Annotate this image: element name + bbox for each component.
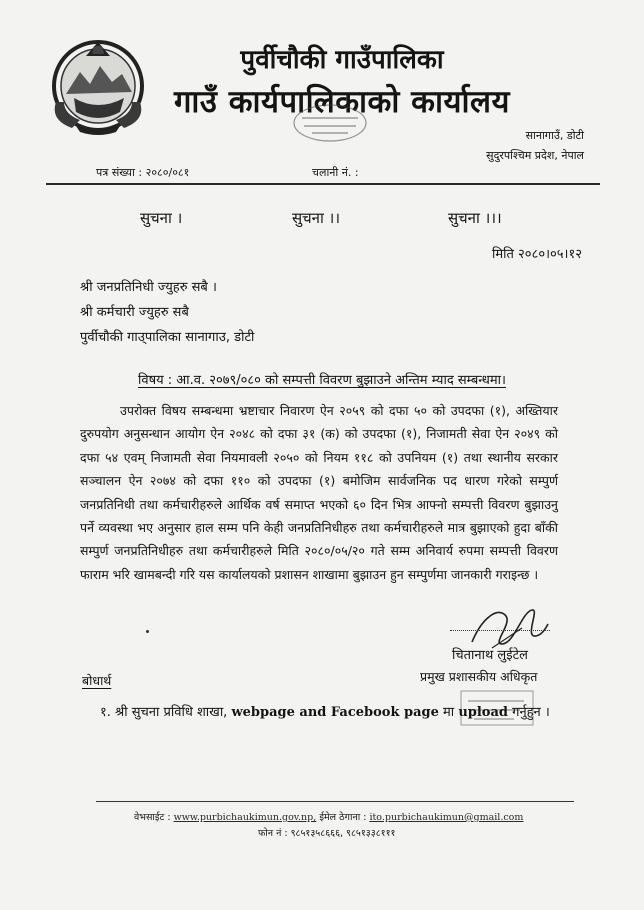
cc-item-prefix: १. श्री सुचना प्रविधि शाखा, <box>100 705 228 720</box>
footer-contact <box>134 810 523 823</box>
reference-number: पत्र संख्या : २०८०/०८१ <box>96 166 190 179</box>
cc-item-suffix: गर्नुहुन । <box>512 705 550 720</box>
email-link[interactable]: ito.purbichaukimun@gmail.com <box>369 812 524 823</box>
addressee-2: श्री कर्मचारी ज्युहरु सबै <box>80 305 189 320</box>
cc-item-bold: webpage and Facebook page <box>231 705 439 720</box>
address-line-1: सानागाउँ, डोटी <box>525 129 584 142</box>
cc-item-mid: मा <box>443 705 455 720</box>
signature-line <box>450 630 550 631</box>
notice-heading-1: सुचना । <box>140 209 183 227</box>
website-label: वेभसाईट : <box>134 812 171 823</box>
letter-date: मिति २०८०।०५।१२ <box>492 247 582 262</box>
addressee-3: पुर्वीचौकी गाउ्पालिका सानागाउ, डोटी <box>80 330 255 345</box>
email-label: ईमेल ठेगाना : <box>319 812 367 823</box>
phone-number: ९८५१३५८६६६, ९८५१३३८१११ <box>290 828 396 839</box>
addressee-1: श्री जनप्रतिनिधी ज्युहरु सबै । <box>80 280 217 295</box>
footer-phone <box>258 826 395 839</box>
office-name: गाउँ कार्यपालिकाको कार्यालय <box>173 84 511 120</box>
header-divider <box>46 183 600 185</box>
phone-label: फोन नं : <box>258 828 288 839</box>
subject-line <box>0 370 644 388</box>
signatory-title: प्रमुख प्रशासकीय अधिकृत <box>420 669 538 684</box>
footer-divider <box>96 801 574 802</box>
website-link[interactable]: www.purbichaukimun.gov.np, <box>173 812 317 823</box>
stray-mark <box>146 630 149 633</box>
notice-heading-3: सुचना ।।। <box>448 209 502 227</box>
cc-label: बोधार्थ <box>82 673 112 688</box>
signatory-name: चितानाथ लुईटेल <box>452 648 528 663</box>
notice-heading-2: सुचना ।। <box>292 209 341 227</box>
subject-text: विषय : आ.व. २०७९/०८० को सम्पत्ती विवरण बुझाउने अन्तिम म्याद सम्बन्धमा। <box>138 373 506 388</box>
address-line-2: सुदुरपश्चिम प्रदेश, नेपाल <box>486 149 584 162</box>
office-stamp-icon <box>290 102 370 144</box>
municipality-name: पुर्वीचौकी गाउँपालिका <box>240 45 444 75</box>
body-paragraph: उपरोक्त विषय सम्बन्धमा भ्रष्टाचार निवारण ऐन २०५९ को दफा ५० को उपदफा (१), अख्तियार दुरुपयोग अनुसन्धान आयोग ऐन २०४८ को दफा ३१ (क) को उपदफा (१), निजामती सेवा ऐन २०४९ को दफा ५४ एवम् निजामती सेवा नियमावली २०५० को नियम ११८ को उपनियम (१) तथा स्थानीय सरकार सञ्चालन ऐन २०७४ को दफा ११० को उपदफा (१) बमोजिम सार्वजनिक पद धारण गरेको सम्पुर्ण जनप्रतिनिधी तथा कर्मचारीहरुले आर्थिक वर्ष समाप्त भएको ६० दिन भित्र आफ्नो सम्पत्ती विवरण बुझाउनु पर्ने व्यवस्था भए अनुसार हाल सम्म पनि केही जनप्रतिनिधीहरु तथा कर्मचारीहरुले मात्र बुझाएको हुदा बाँकी सम्पुर्ण जनप्रतिनिधीहरु तथा कर्मचारीहरुले मिति २०८०/०५/२० गते सम्म अनिवार्य रुपमा सम्पत्ती विवरण फाराम भरि खामबन्दी गरि यस कार्यालयको प्रशासन शाखामा बुझाउन हुन सम्पुर्णमा जानकारी गराइन्छ । <box>80 403 558 582</box>
cc-item-1 <box>100 702 550 720</box>
dispatch-number: चलानी नं. : <box>312 166 359 179</box>
cc-item-bold-2: upload <box>458 705 508 720</box>
